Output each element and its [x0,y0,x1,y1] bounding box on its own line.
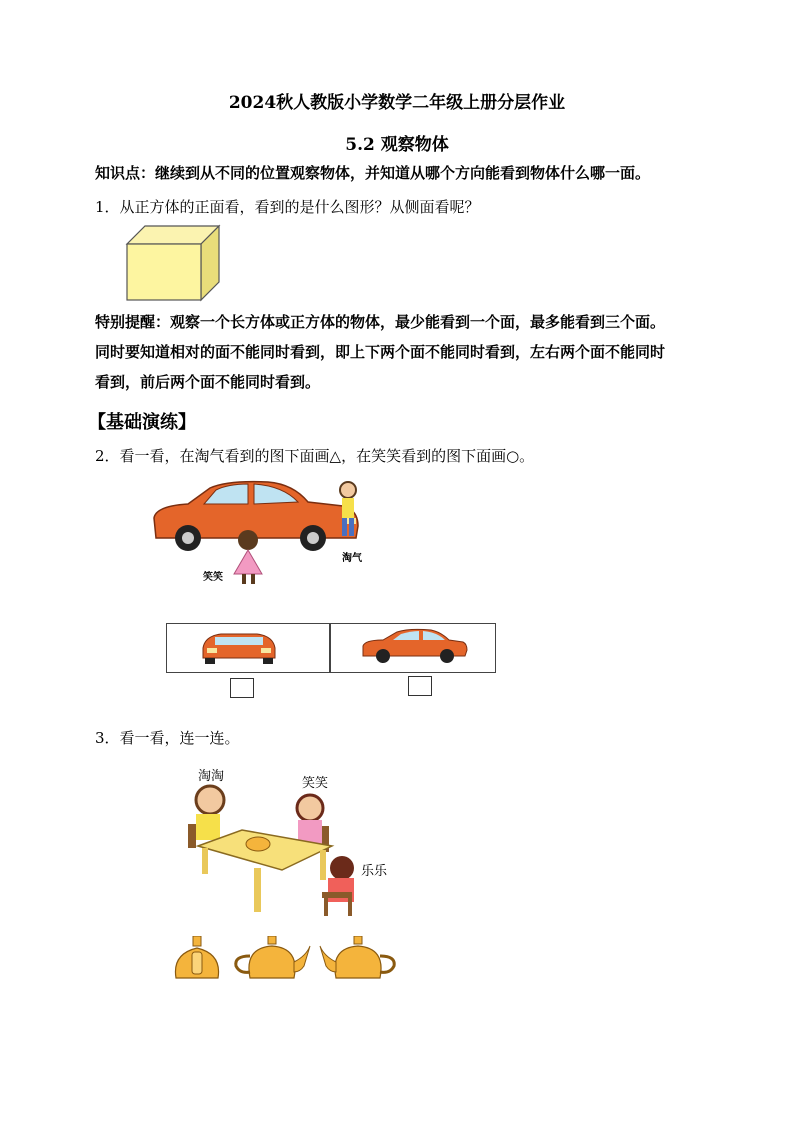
tip-line-3: 看到，前后两个面不能同时看到。 [95,373,321,391]
knowledge-point [95,163,650,183]
girl-lele-figure [322,856,354,916]
car-front-view [199,630,279,666]
car-views-frame [166,623,496,673]
tip-label: 特别提醒： [95,313,171,331]
car-scene-illustration [148,478,378,588]
label-lele: 乐乐 [361,864,388,879]
page-subtitle: 5.2 观察物体 [345,135,449,155]
girl-xiaoxiao-figure [234,530,262,584]
label-taoqi: 淘气 [342,553,362,564]
question-2-text: 看一看，在淘气看到的图下面画△，在笑笑看到的图下面画○。 [119,447,535,465]
question-1-number: 1． [95,198,120,216]
question-3-text: 看一看，连一连。 [119,729,240,747]
question-1 [95,197,480,217]
page-title: 2024秋人教版小学数学二年级上册分层作业 [228,93,566,113]
teapot-spout-right-view [232,936,312,984]
knowledge-text: 继续到从不同的位置观察物体，并知道从哪个方向能看到物体什么哪一面。 [155,164,651,182]
cube-front-face [127,244,201,300]
question-3 [95,728,240,748]
knowledge-label: 知识点： [95,164,156,182]
question-2 [95,446,534,466]
answer-box-front-view[interactable] [230,678,254,698]
car-side-small-view [359,628,469,666]
teapot-back-view [172,936,222,984]
tip-text-1: 观察一个长方体或正方体的物体，最少能看到一个面，最多能看到三个面。 [170,313,666,331]
question-3-number: 3． [95,729,120,747]
tip-line-1 [95,312,665,332]
teapot-spout-left-view [318,936,398,984]
table-scene-illustration [182,780,362,920]
question-2-number: 2． [95,447,120,465]
label-taotao: 淘淘 [198,769,225,784]
frame-divider [329,624,331,672]
basic-practice-heading: 【基础演练】 [88,412,196,433]
question-1-text: 从正方体的正面看，看到的是什么图形？从侧面看呢？ [119,198,480,216]
label-xiaoxiao: 笑笑 [203,572,223,583]
table [198,830,332,912]
tip-line-2: 同时要知道相对的面不能同时看到，即上下两个面不能同时看到，左右两个面不能同时 [95,343,666,361]
cube-figure [125,224,221,304]
label-xiaoxiao-q3: 笑笑 [302,776,329,791]
answer-box-side-view[interactable] [408,676,432,696]
